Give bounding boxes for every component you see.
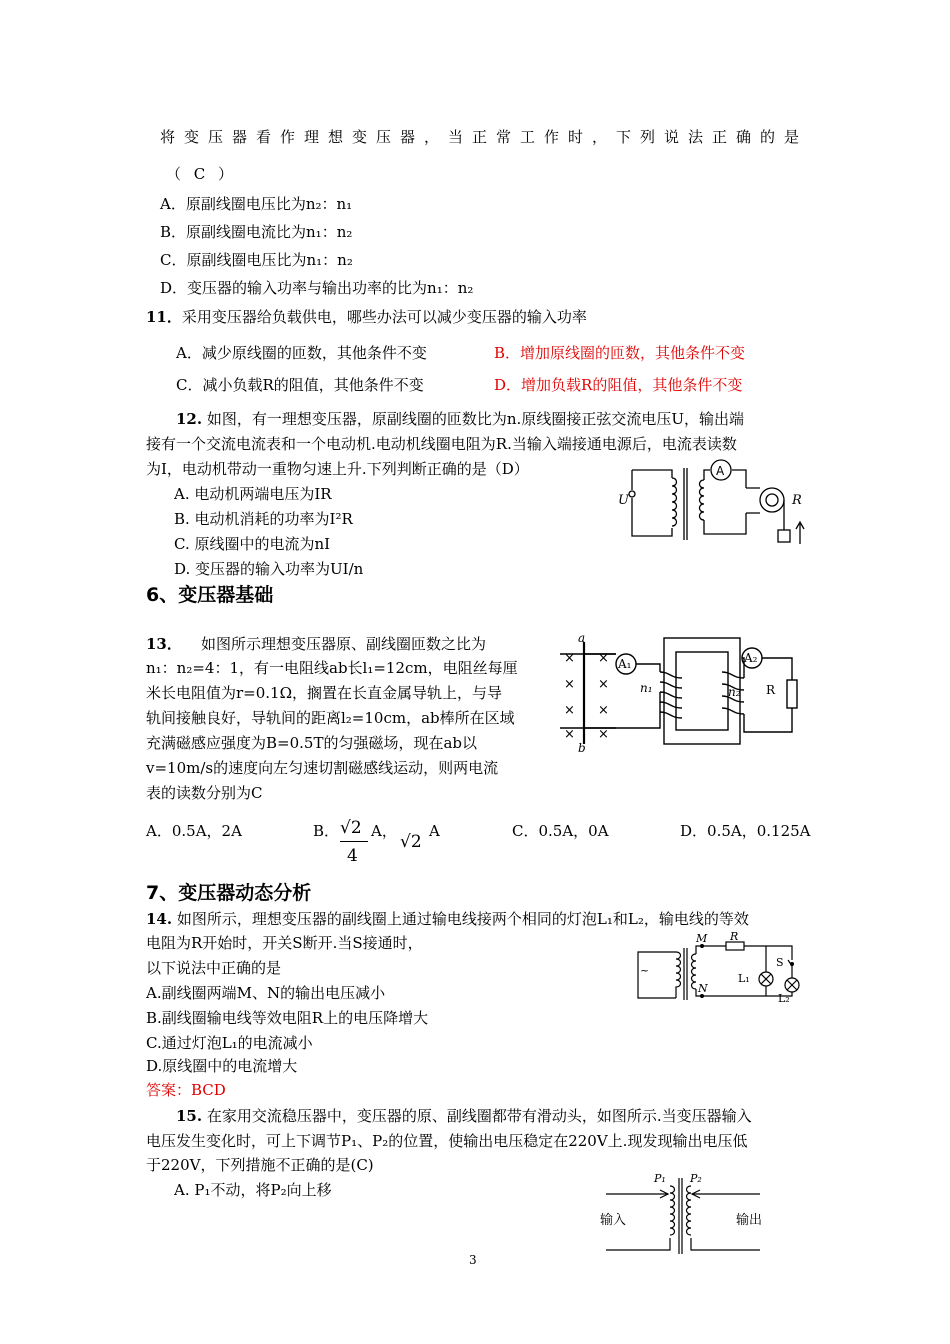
- q14-fig-n: N: [698, 982, 708, 995]
- q14-option-a: A.副线圈两端M、N的输出电压减小: [146, 984, 386, 1002]
- q13-line2: n₁：n₂=4：1，有一电阻线ab长l₁=12cm，电阻丝每厘: [146, 659, 518, 677]
- q15-fig-p1: P₁: [654, 1172, 666, 1185]
- q12-fig-u: U: [618, 493, 629, 508]
- q13-line5: 充满磁感应强度为B=0.5T的匀强磁场，现在ab以: [146, 734, 477, 752]
- q14-fig-l1: L₁: [738, 972, 750, 985]
- q12-line3: 为I，电动机带动一重物匀速上升.下列判断正确的是（D）: [146, 460, 529, 478]
- q14-option-b: B.副线圈输电线等效电阻R上的电压降增大: [146, 1009, 429, 1027]
- q13-fig-cross: ×: [564, 727, 575, 742]
- q13-fig-r: R: [766, 683, 776, 697]
- section-6-heading: 6、变压器基础: [146, 584, 274, 606]
- q13-option-d: D．0.5A，0.125A: [680, 822, 811, 840]
- q13-line1-wrap: [146, 634, 486, 654]
- q10-option-c: C．原副线圈电压比为n₁：n₂: [160, 251, 353, 269]
- q10-stem: 将变压器看作理想变压器，当正常工作时，下列说法正确的是: [160, 128, 809, 146]
- q13-line4: 轨间接触良好，导轨间的距离l₂=10cm，ab棒所在区域: [146, 709, 515, 727]
- q14-fig-ac-symbol: ~: [640, 964, 650, 977]
- q12-line1: 如图，有一理想变压器，原副线圈的匝数比为n.原线圈接正弦交流电压U，输出端: [206, 410, 744, 428]
- q14-option-d: D.原线圈中的电流增大: [146, 1057, 298, 1075]
- q13-fig-cross: ×: [564, 651, 575, 666]
- q14-line2: 电阻为R开始时，开关S断开.当S接通时，: [146, 934, 423, 952]
- q13-option-b-label: B．: [313, 822, 340, 840]
- q13-fig-cross: ×: [598, 727, 609, 742]
- q11-stem-line: [146, 307, 587, 327]
- q13-fig-a: a: [578, 632, 586, 645]
- q14-answer: 答案：BCD: [146, 1081, 226, 1099]
- q15-option-a: A. P₁不动，将P₂向上移: [174, 1181, 332, 1199]
- q13-option-c: C．0.5A，0A: [512, 822, 609, 840]
- q13-fig-n1: n₁: [640, 681, 653, 695]
- q15-line1: 在家用交流稳压器中，变压器的原、副线圈都带有滑动头，如图所示.当变压器输入: [206, 1107, 752, 1125]
- q13-option-b-fraction-bar: [340, 841, 368, 842]
- q11-option-c: C．减小负载R的阻值，其他条件不变: [176, 376, 424, 394]
- q13-fig-cross: ×: [598, 703, 609, 718]
- q15-fig-p2: P₂: [690, 1172, 702, 1185]
- q13-option-b-unit2: A: [429, 822, 440, 840]
- q12-option-c: C. 原线圈中的电流为nI: [174, 535, 331, 553]
- q13-fig-ammeter1: A₁: [618, 657, 632, 671]
- q15-fig-input: 输入: [600, 1213, 627, 1228]
- q12-circuit-figure: [612, 458, 812, 554]
- q15-line1-wrap: [176, 1106, 752, 1126]
- q14-fig-l2: L₂: [778, 992, 790, 1005]
- q11-option-a: A．减少原线圈的匝数，其他条件不变: [176, 344, 427, 362]
- q13-line7: 表的读数分别为C: [146, 784, 263, 802]
- q13-option-b-numerator: √2: [340, 818, 362, 838]
- q14-line1-wrap: [146, 909, 749, 929]
- q13-option-b-denominator: 4: [347, 846, 358, 866]
- q12-option-b: B. 电动机消耗的功率为I²R: [174, 510, 353, 528]
- q14-line3: 以下说法中正确的是: [146, 959, 282, 977]
- q12-line2: 接有一个交流电流表和一个电动机.电动机线圈电阻为R.当输入端接通电源后，电流表读数: [146, 435, 737, 453]
- q13-circuit-figure: [560, 632, 806, 752]
- page-number: 3: [469, 1253, 477, 1267]
- section-7-heading: 7、变压器动态分析: [146, 882, 312, 904]
- q13-option-b-unit: A，: [371, 822, 397, 840]
- q15-line3: 于220V，下列措施不正确的是(C): [146, 1156, 374, 1174]
- q10-answer: （ C ）: [166, 165, 238, 183]
- q15-fig-output: 输出: [736, 1213, 763, 1228]
- q11-option-b: B．增加原线圈的匝数，其他条件不变: [494, 344, 746, 362]
- q14-fig-r: R: [730, 930, 739, 943]
- q12-fig-ammeter: A: [716, 464, 725, 478]
- q13-line3: 米长电阻值为r=0.1Ω，搁置在长直金属导轨上，与导: [146, 684, 503, 702]
- q14-fig-s: S: [776, 956, 784, 969]
- q13-fig-b: b: [578, 741, 586, 752]
- q15-line2: 电压发生变化时，可上下调节P₁、P₂的位置，使输出电压稳定在220V上.现发现输出电压低: [146, 1132, 748, 1150]
- q11-number: 11．: [146, 308, 182, 326]
- q14-number: 14.: [146, 910, 173, 928]
- q13-fig-ammeter2: A₂: [744, 651, 758, 665]
- q13-option-b-root: √2: [400, 832, 422, 852]
- q12-option-a: A. 电动机两端电压为IR: [174, 485, 332, 503]
- q14-line1: 如图所示，理想变压器的副线圈上通过输电线接两个相同的灯泡L₁和L₂，输电线的等效: [176, 910, 749, 928]
- q10-option-d: D．变压器的输入功率与输出功率的比为n₁：n₂: [160, 279, 474, 297]
- q12-option-d: D. 变压器的输入功率为UI/n: [174, 560, 364, 578]
- q13-line6: v=10m/s的速度向左匀速切割磁感线运动，则两电流: [146, 759, 499, 777]
- q13-fig-cross: ×: [564, 703, 575, 718]
- q13-fig-n2: n₂: [728, 685, 741, 699]
- q13-fig-cross: ×: [598, 677, 609, 692]
- q14-fig-m: M: [696, 932, 708, 945]
- q15-number: 15.: [176, 1107, 203, 1125]
- q12-line1-wrap: [176, 409, 744, 429]
- q13-option-a: A．0.5A，2A: [146, 822, 242, 840]
- q14-option-c: C.通过灯泡L₁的电流减小: [146, 1034, 313, 1052]
- q12-number: 12.: [176, 410, 203, 428]
- q10-option-b: B．原副线圈电流比为n₁：n₂: [160, 223, 353, 241]
- q11-option-d: D．增加负载R的阻值，其他条件不变: [494, 376, 743, 394]
- q14-circuit-figure: [632, 930, 802, 1006]
- q11-stem: 采用变压器给负载供电，哪些办法可以减少变压器的输入功率: [181, 308, 587, 326]
- q13-line1: 如图所示理想变压器原、副线圈匝数之比为: [200, 635, 486, 653]
- q15-regulator-figure: [596, 1166, 776, 1258]
- q10-option-a: A．原副线圈电压比为n₂：n₁: [160, 195, 353, 213]
- q13-fig-cross: ×: [564, 677, 575, 692]
- q12-fig-r: R: [792, 493, 802, 508]
- q13-fig-cross: ×: [598, 651, 609, 666]
- q13-number: 13．: [146, 635, 182, 653]
